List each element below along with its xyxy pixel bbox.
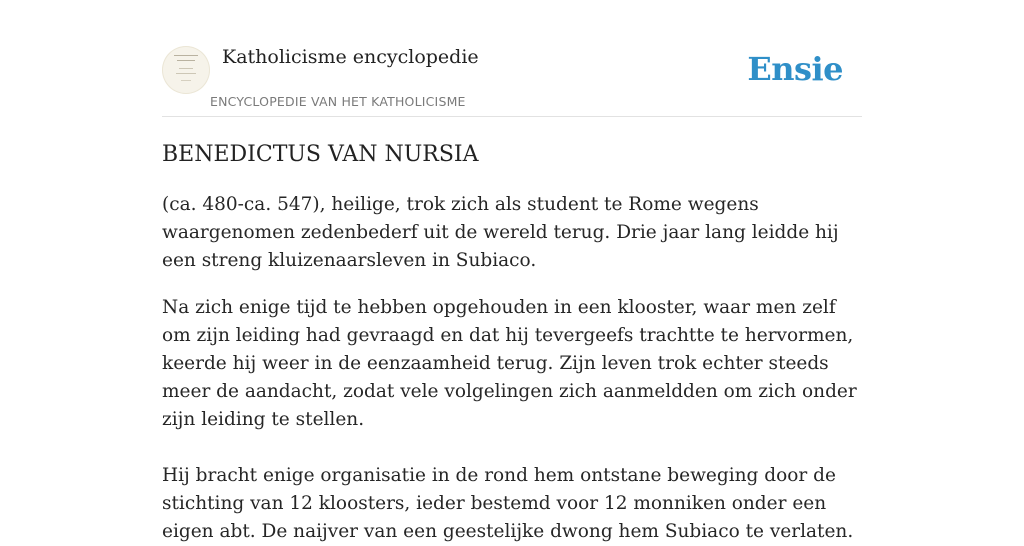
book-title[interactable]: Katholicisme encyclopedie: [222, 46, 479, 68]
article-paragraph: (ca. 480-ca. 547), heilige, trok zich als student te Rome wegens waargenomen zedenbederf uit de wereld terug. Drie jaar lang leidde hij een streng kluizenaarsleven in Subiaco.: [162, 194, 839, 271]
ensie-logo-link[interactable]: Ensie: [747, 50, 843, 88]
article-paragraph: Na zich enige tijd te hebben opgehouden in een klooster, waar men zelf om zijn leiding had gevraagd en dat hij tevergeefs trachtte te hervormen, keerde hij weer in de eenzaamheid terug. Zijn leven trok echter steeds meer de aandacht, zodat vele volgelingen zich aanmeldden om zich onder zijn leiding te stellen.: [162, 297, 857, 430]
header: [162, 40, 862, 117]
book-cover-icon[interactable]: [162, 46, 210, 94]
article: [162, 141, 862, 546]
article-title: BENEDICTUS VAN NURSIA: [162, 142, 479, 167]
paragraph-break: [162, 434, 862, 462]
article-paragraph: Hij bracht enige organisatie in de rond hem ontstane beweging door de stichting van 12 kloosters, ieder bestemd voor 12 monniken onder een eigen abt. De naijver van een geestelijke dwong hem Subiaco te verlaten.: [162, 465, 854, 542]
book-subtitle: ENCYCLOPEDIE VAN HET KATHOLICISME: [210, 94, 466, 109]
